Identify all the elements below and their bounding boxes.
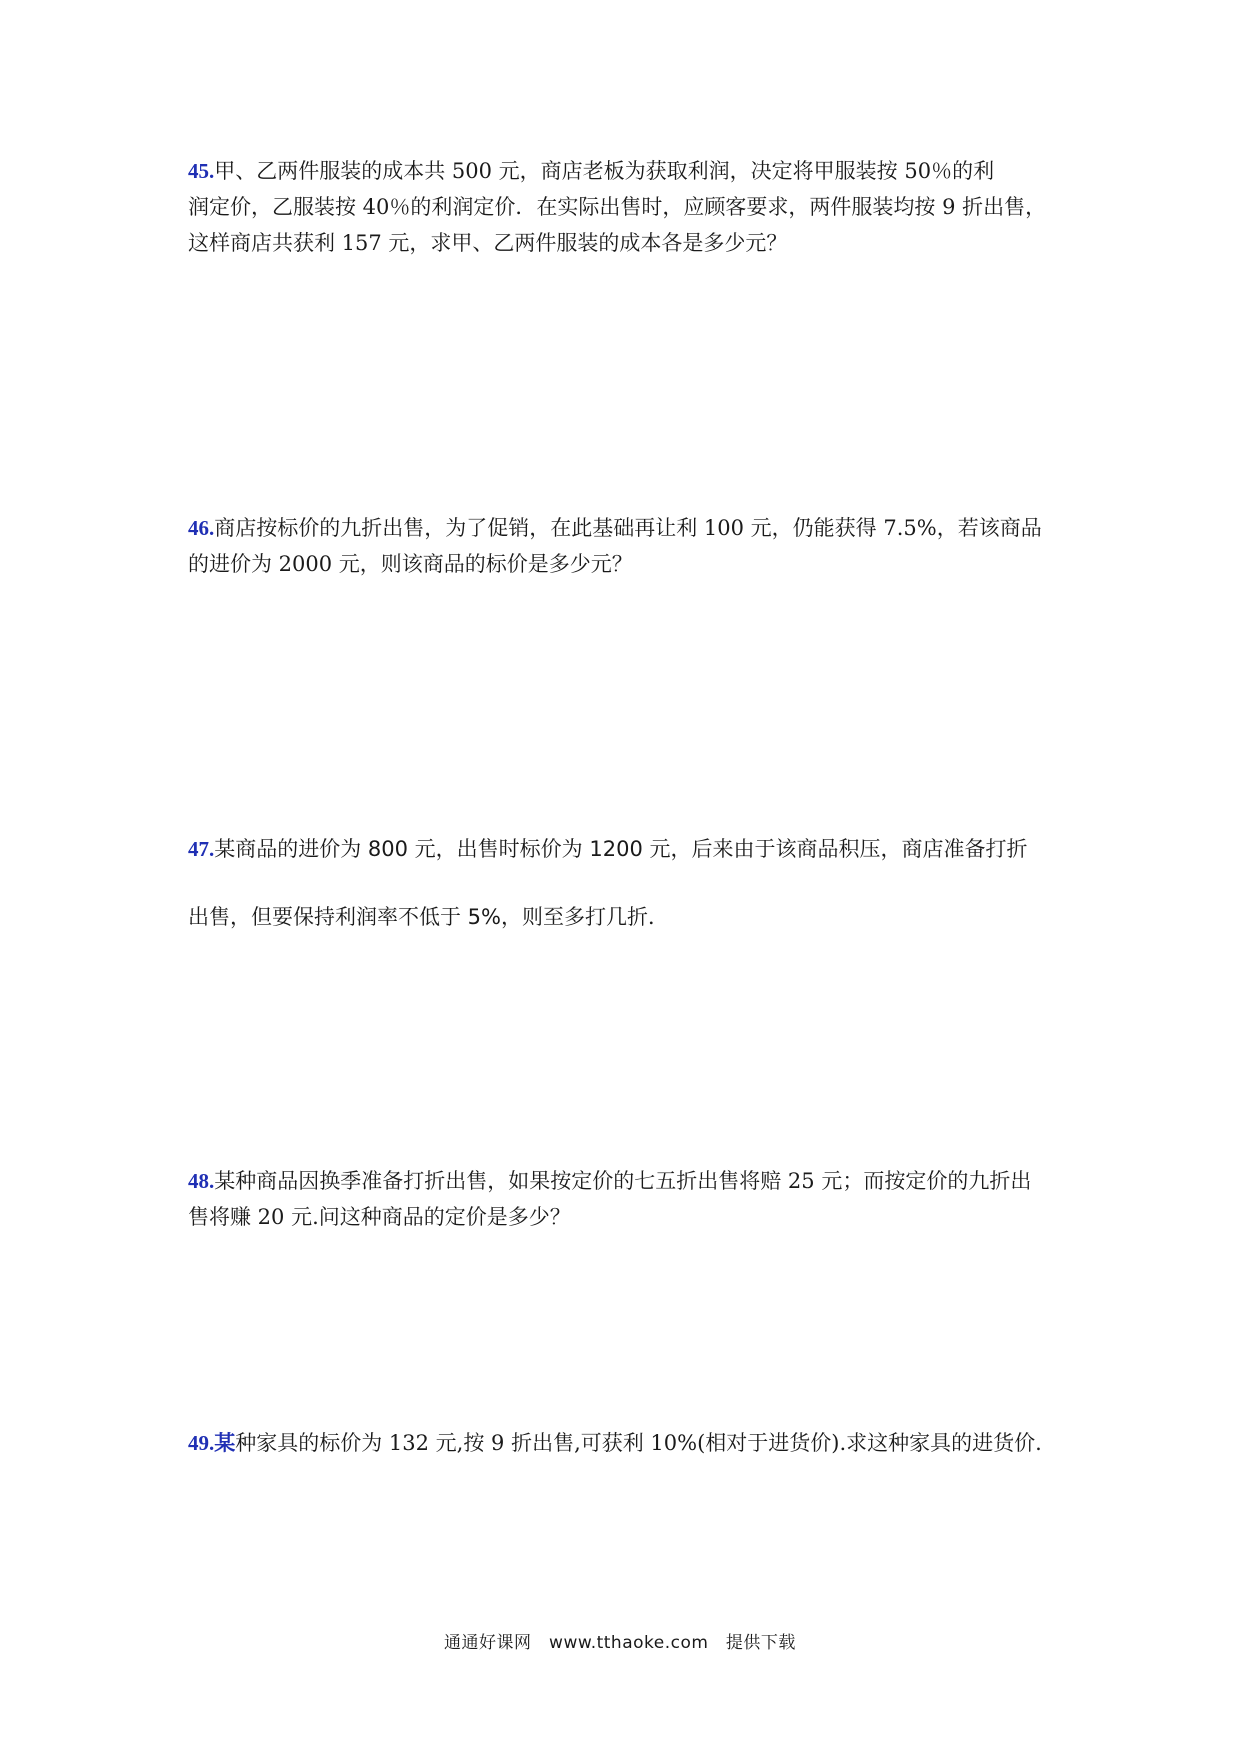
- problem-48: [188, 1163, 1058, 1235]
- problem-45-line-1: 45.甲、乙两件服装的成本共 500 元，商店老板为获取利润，决定将甲服装按 50％的利: [188, 159, 995, 183]
- problem-46-line-1: 46.商店按标价的九折出售，为了促销，在此基础再让利 100 元，仍能获得 7.5%，若该商品: [188, 516, 1042, 540]
- problem-48-line-1: 48.某种商品因换季准备打折出售，如果按定价的七五折出售将赔 25 元；而按定价的九折出: [188, 1169, 1032, 1193]
- problem-48-line-2: 售将赚 20 元.问这种商品的定价是多少？: [188, 1205, 571, 1229]
- problem-45: [188, 153, 1058, 261]
- problem-45-line-2: 润定价，乙服装按 40％的利润定价．在实际出售时，应顾客要求，两件服装均按 9 折出售，: [188, 195, 1047, 219]
- problem-45-line-3: 这样商店共获利 157 元，求甲、乙两件服装的成本各是多少元？: [188, 231, 788, 255]
- problem-45-number: 45.: [188, 159, 215, 183]
- problem-49-line-1: 49.某种家具的标价为 132 元,按 9 折出售,可获利 10%(相对于进货价).求这种家具的进货价.: [188, 1431, 1042, 1455]
- problem-47: [188, 815, 1058, 951]
- problem-46: [188, 510, 1058, 582]
- problem-48-number: 48.: [188, 1169, 215, 1193]
- problem-47-number: 47.: [188, 837, 215, 861]
- problem-49: [188, 1425, 1058, 1461]
- page-footer: 通通好课网 www.tthaoke.com 提供下载: [444, 1633, 796, 1653]
- problem-46-line-2: 的进价为 2000 元，则该商品的标价是多少元？: [188, 552, 633, 576]
- problem-47-line-2: 出售，但要保持利润率不低于 5%，则至多打几折．: [188, 905, 669, 929]
- problem-46-number: 46.: [188, 516, 215, 540]
- problem-47-line-1: 47.某商品的进价为 800 元，出售时标价为 1200 元，后来由于该商品积压，商店准备打折: [188, 837, 1028, 861]
- problem-49-number: 49.某: [188, 1431, 236, 1455]
